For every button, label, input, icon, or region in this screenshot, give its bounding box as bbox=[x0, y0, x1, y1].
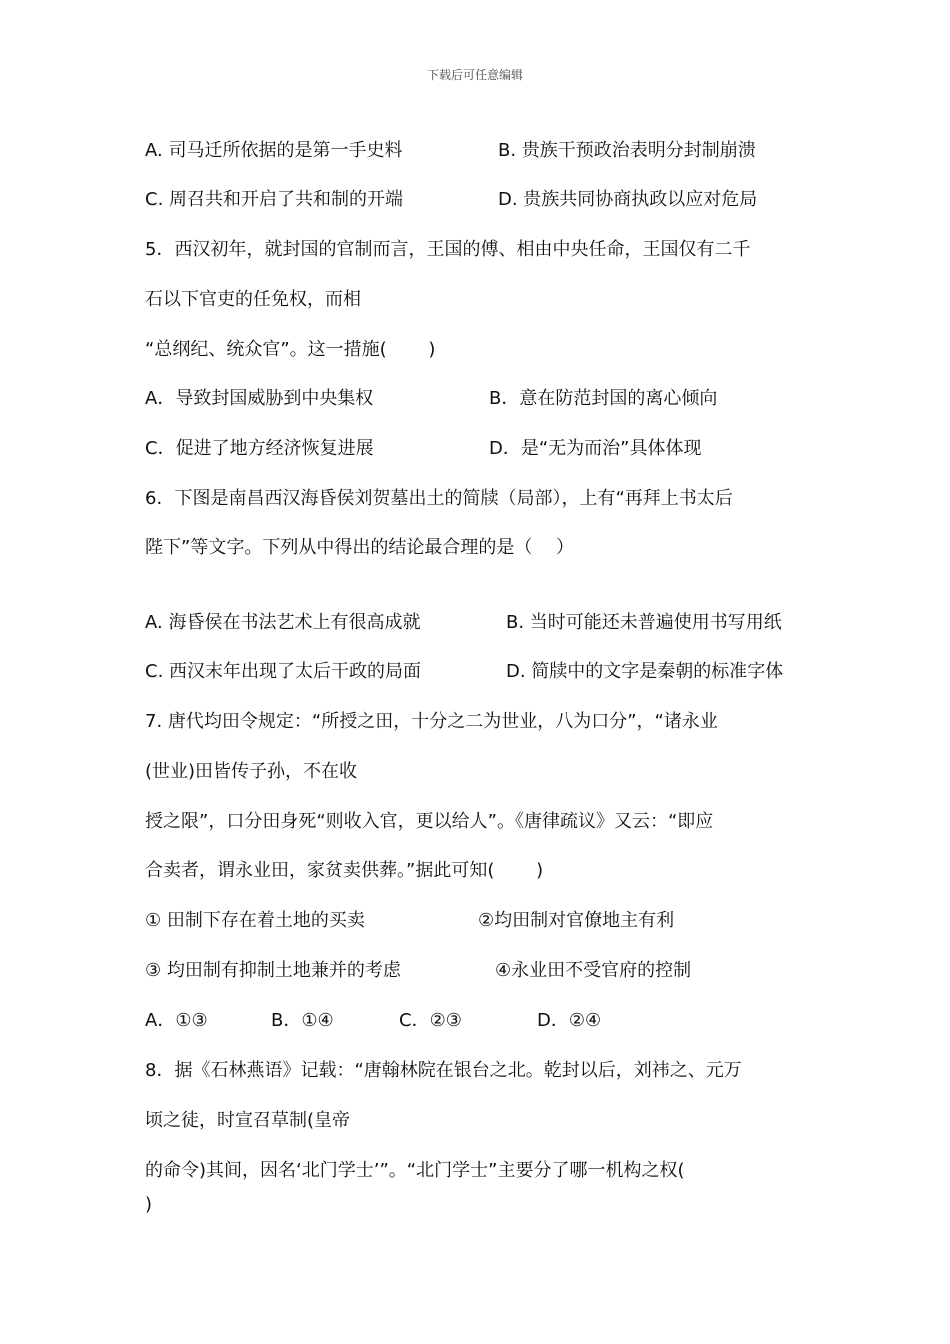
q7-statement-2: ②均田制对官僚地主有利 bbox=[478, 910, 675, 931]
q6-option-a: A. 海昏侯在书法艺术上有很高成就 bbox=[145, 612, 421, 633]
q5-stem-line1: 5．西汉初年，就封国的官制而言，王国的傅、相由中央任命，王国仅有二千 bbox=[145, 239, 751, 260]
q7-option-a: A．①③ bbox=[145, 1010, 208, 1031]
q5-option-a: A．导致封国威胁到中央集权 bbox=[145, 388, 374, 409]
q5-stem-line3: “总纲纪、统众官”。这一措施( ) bbox=[145, 339, 436, 360]
q8-stem-line3: 的命令)其间，因名‘北门学士’”。“北门学士”主要分了哪一机构之权( bbox=[145, 1160, 685, 1181]
q7-stem-line1: 7. 唐代均田令规定：“所授之田，十分之二为世业，八为口分”，“诸永业 bbox=[145, 711, 718, 732]
q7-option-c: C．②③ bbox=[399, 1010, 462, 1031]
q7-statement-3: ③ 均田制有抑制土地兼并的考虑 bbox=[145, 960, 401, 981]
q7-statement-1: ① 田制下存在着土地的买卖 bbox=[145, 910, 365, 931]
q4-option-c: C. 周召共和开启了共和制的开端 bbox=[145, 189, 404, 210]
q5-option-d: D．是“无为而治”具体体现 bbox=[489, 438, 702, 459]
page-header: 下载后可任意编辑 bbox=[426, 68, 523, 82]
q6-stem-line2: 陛下”等文字。下列从中得出的结论最合理的是（ ） bbox=[145, 537, 575, 558]
q7-stem-line3: 授之限”，口分田身死“则收入官，更以给人”。《唐律疏议》又云：“即应 bbox=[145, 811, 714, 832]
q7-statement-4: ④永业田不受官府的控制 bbox=[495, 960, 692, 981]
q7-stem-line2: (世业)田皆传子孙，不在收 bbox=[145, 761, 358, 782]
q6-option-b: B. 当时可能还未普遍使用书写用纸 bbox=[506, 612, 782, 633]
q8-stem-line2: 顷之徒，时宣召草制(皇帝 bbox=[145, 1110, 351, 1131]
q8-stem-line4: ) bbox=[145, 1194, 153, 1215]
q4-option-a: A. 司马迁所依据的是第一手史料 bbox=[145, 140, 403, 161]
q4-option-b: B. 贵族干预政治表明分封制崩溃 bbox=[498, 140, 756, 161]
q4-option-d: D. 贵族共同协商执政以应对危局 bbox=[498, 189, 758, 210]
q5-stem-line2: 石以下官吏的任免权，而相 bbox=[145, 289, 361, 310]
q6-option-d: D. 简牍中的文字是秦朝的标准字体 bbox=[506, 661, 784, 682]
q7-option-d: D．②④ bbox=[537, 1010, 602, 1031]
q5-option-c: C．促进了地方经济恢复进展 bbox=[145, 438, 374, 459]
q6-stem-line1: 6．下图是南昌西汉海昏侯刘贺墓出土的简牍（局部），上有“再拜上书太后 bbox=[145, 488, 733, 509]
q7-option-b: B．①④ bbox=[271, 1010, 334, 1031]
q6-option-c: C. 西汉末年出现了太后干政的局面 bbox=[145, 661, 422, 682]
q8-stem-line1: 8．据《石林燕语》记载：“唐翰林院在银台之北。乾封以后，刘祎之、元万 bbox=[145, 1060, 742, 1081]
q7-stem-line4: 合卖者，谓永业田，家贫卖供葬。”据此可知( ) bbox=[145, 860, 544, 881]
q5-option-b: B．意在防范封国的离心倾向 bbox=[489, 388, 718, 409]
